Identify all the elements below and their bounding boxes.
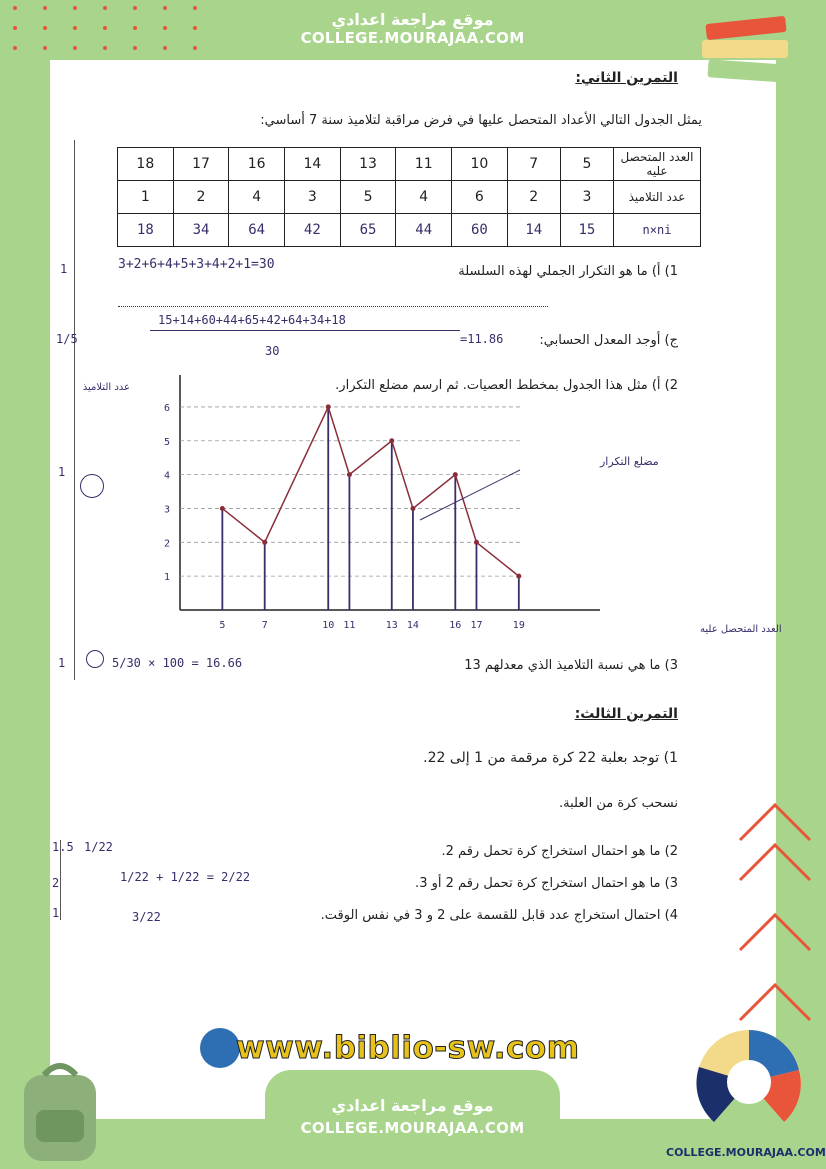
y-tick-label: 3: [163, 504, 170, 516]
y-tick-label: 6: [163, 402, 170, 414]
x-tick-label: 14: [406, 620, 419, 631]
margin-mark: 1: [52, 906, 60, 920]
scores-table: [117, 147, 701, 247]
table-cell: 3: [560, 181, 613, 214]
table-row: [118, 148, 701, 181]
corner-brand-label: COLLEGE.MOURAJAA.COM: [666, 1146, 826, 1159]
x-tick-label: 19: [512, 620, 525, 631]
question-1b: ج) أوجد المعدل الحسابي:: [539, 333, 678, 348]
table-cell: 18: [118, 214, 174, 247]
table-cell: 5: [560, 148, 613, 181]
books-icon: [698, 12, 798, 92]
margin-mark: 1.5: [52, 840, 74, 854]
site-url: www.biblio-sw.com: [236, 1030, 580, 1066]
table-cell: 42: [285, 214, 341, 247]
table-cell: 65: [340, 214, 396, 247]
top-brand-tab: [265, 0, 560, 58]
exercise3-question-4: 4) احتمال استخراج عدد قابل للقسمة على 2 و 3 في نفس الوقت.: [320, 908, 678, 923]
table-cell: 2: [507, 181, 560, 214]
table-cell: 11: [396, 148, 452, 181]
exercise3-question-2: 2) ما هو احتمال استخراج كرة تحمل رقم 2.: [441, 844, 678, 859]
y-tick-label: 2: [163, 538, 170, 550]
answer-1b-denominator: 30: [265, 344, 280, 358]
answer-1b-result: =11.86: [460, 332, 504, 346]
x-tick-label: 16: [449, 620, 462, 631]
bottom-brand-tab: [265, 1070, 560, 1169]
exercise3-title: التمرين الثالث:: [574, 706, 678, 722]
top-brand-arabic: موقع مراجعة اعدادي: [331, 10, 494, 29]
table-cell: 15: [560, 214, 613, 247]
answer-q3: 1/22 + 1/22 = 2/22: [120, 870, 251, 884]
table-cell: 14: [285, 148, 341, 181]
table-cell: 10: [452, 148, 508, 181]
x-tick-label: 7: [261, 620, 268, 631]
score-circle: [86, 650, 104, 668]
y-tick-label: 5: [163, 436, 170, 448]
globe-icon: [200, 1028, 240, 1068]
answer-3: 5/30 × 100 = 16.66: [112, 656, 243, 670]
x-tick-label: 17: [470, 620, 483, 631]
table-cell: 16: [229, 148, 285, 181]
bottom-brand-latin: COLLEGE.MOURAJAA.COM: [300, 1119, 525, 1137]
table-cell: 14: [507, 214, 560, 247]
row-header: العدد المتحصل عليه: [614, 148, 701, 181]
dotted-line: [118, 306, 548, 307]
bottom-brand-arabic: موقع مراجعة اعدادي: [331, 1096, 494, 1115]
question-1a: 1) أ) ما هو التكرار الجملي لهذه السلسلة: [458, 264, 678, 279]
top-brand-latin: COLLEGE.MOURAJAA.COM: [300, 29, 525, 47]
y-tick-label: 1: [163, 572, 170, 584]
x-tick-label: 13: [385, 620, 398, 631]
margin-rule: [74, 140, 75, 680]
x-axis-label: العدد المتحصل عليه: [700, 624, 782, 635]
frequency-polygon: [222, 407, 518, 576]
y-axis-label: عدد التلاميذ: [82, 382, 130, 393]
table-cell: 4: [396, 181, 452, 214]
table-cell: 6: [452, 181, 508, 214]
question-3: 3) ما هي نسبة التلاميذ الذي معدلهم 13: [464, 658, 678, 673]
table-cell: 5: [340, 181, 396, 214]
answer-q4: 3/22: [132, 910, 161, 924]
table-row: [118, 214, 701, 247]
answer-1a: 3+2+6+4+5+3+4+2+1=30: [118, 257, 275, 272]
y-tick-label: 4: [163, 470, 170, 482]
subjects-wheel-icon: [694, 1022, 804, 1142]
margin-mark: 1/5: [56, 332, 78, 346]
x-tick-label: 11: [343, 620, 356, 631]
exercise3-draw: نسحب كرة من العلبة.: [559, 796, 678, 811]
table-cell: 64: [229, 214, 285, 247]
table-cell: 13: [340, 148, 396, 181]
answer-1b-numerator: 15+14+60+44+65+42+64+34+18: [158, 313, 346, 327]
row-header: n×ni: [614, 214, 701, 247]
chart-annotation: مضلع التكرار: [600, 455, 659, 468]
x-tick-label: 10: [322, 620, 335, 631]
table-cell: 2: [173, 181, 229, 214]
row-header: عدد التلاميذ: [614, 181, 701, 214]
annotation-arrow: [420, 470, 520, 520]
margin-mark: 1: [58, 465, 66, 479]
margin-mark: 2: [52, 876, 60, 890]
backpack-icon: [14, 1055, 109, 1165]
table-row: [118, 181, 701, 214]
table-cell: 17: [173, 148, 229, 181]
exercise3-question-3: 3) ما هو احتمال استخراج كرة تحمل رقم 2 أو 3.: [415, 876, 678, 891]
exercise2-title: التمرين الثاني:: [575, 70, 678, 86]
table-cell: 44: [396, 214, 452, 247]
question-2: 2) أ) مثل هذا الجدول بمخطط العصيات. ثم ارسم مضلع التكرار.: [335, 378, 678, 393]
table-cell: 7: [507, 148, 560, 181]
table-cell: 4: [229, 181, 285, 214]
table-cell: 3: [285, 181, 341, 214]
margin-mark: 1: [60, 262, 68, 276]
table-cell: 1: [118, 181, 174, 214]
margin-mark: 1: [58, 656, 66, 670]
answer-q2: 1/22: [84, 840, 113, 854]
table-cell: 60: [452, 214, 508, 247]
exercise3-question-1: 1) توجد بعلبة 22 كرة مرقمة من 1 إلى 22.: [423, 750, 678, 766]
fraction-bar: [150, 330, 460, 331]
table-cell: 18: [118, 148, 174, 181]
table-cell: 34: [173, 214, 229, 247]
bar-chart: [80, 370, 782, 640]
x-tick-label: 5: [219, 620, 226, 631]
exercise2-intro: يمثل الجدول التالي الأعداد المتحصل عليها في فرض مراقبة لتلاميذ سنة 7 أساسي:: [260, 113, 702, 128]
